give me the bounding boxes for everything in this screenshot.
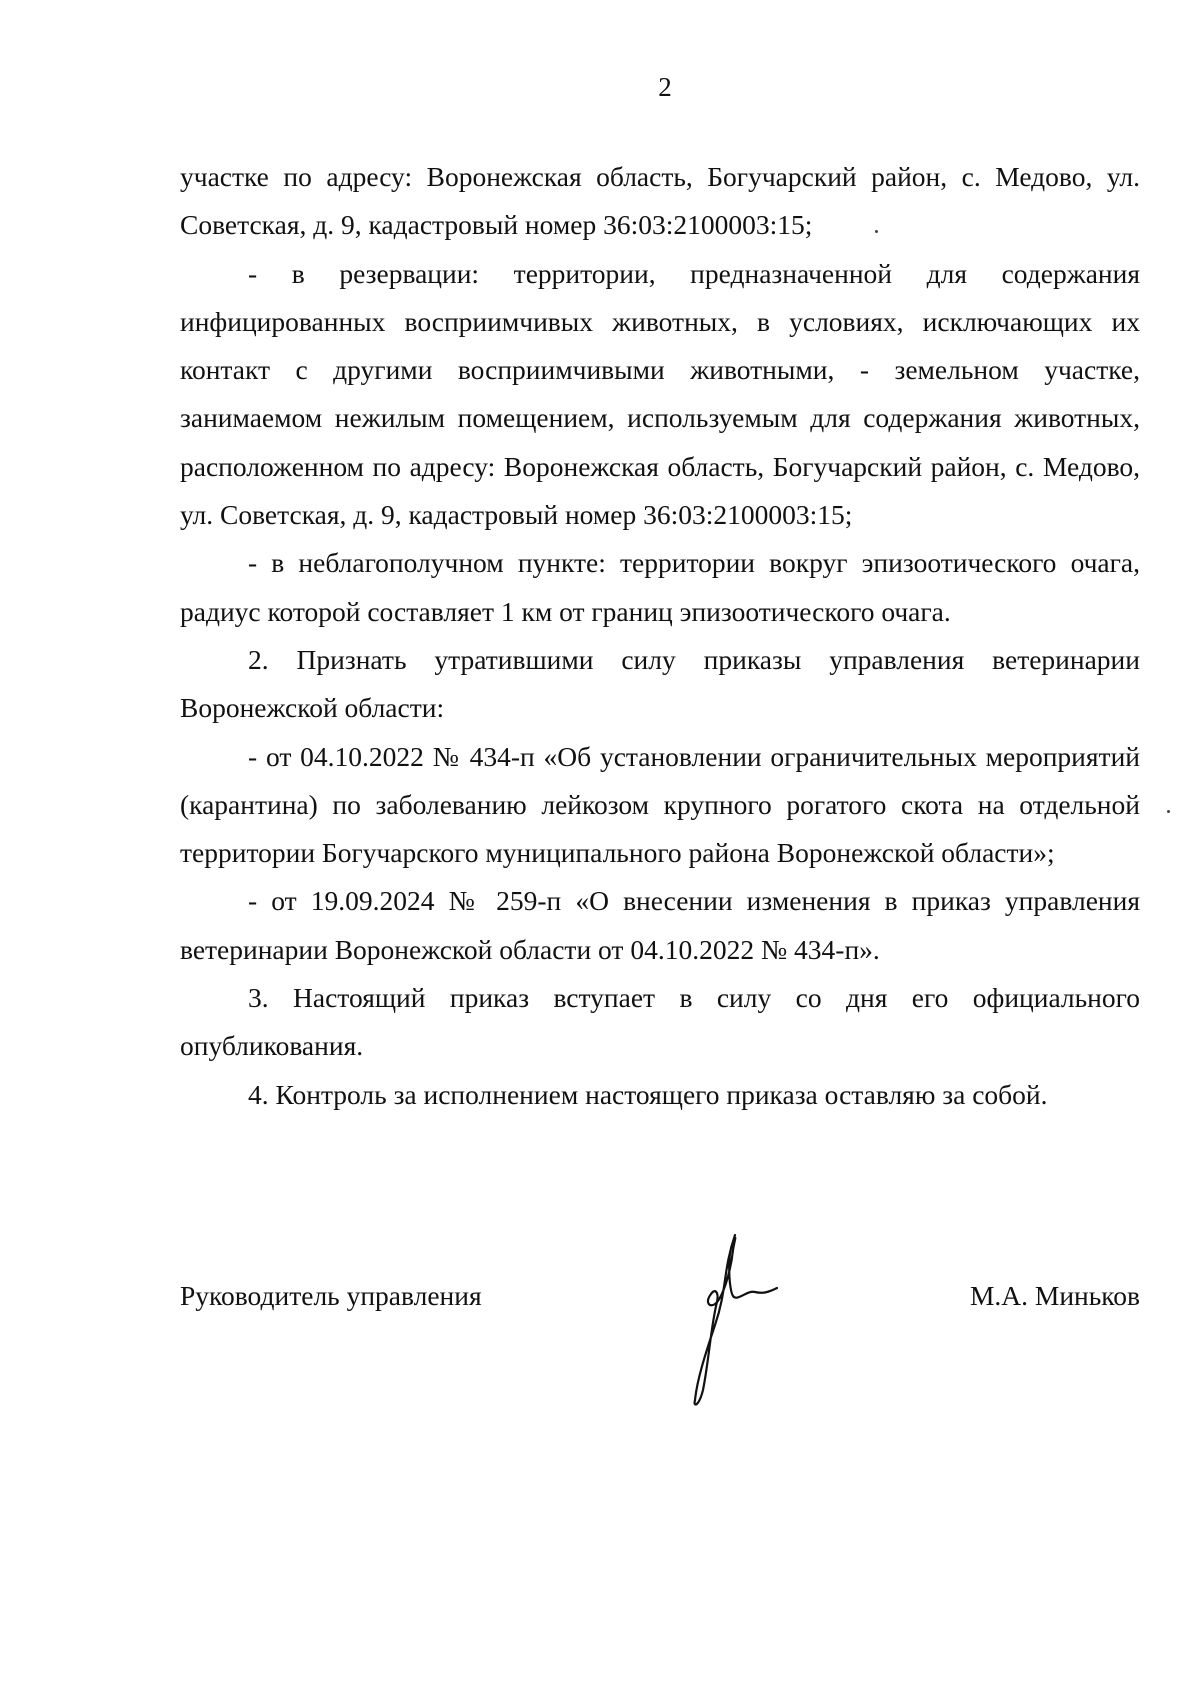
- paragraph-item-3: 3. Настоящий приказ вступает в силу со дня его официального опубликования.: [180, 982, 1140, 1062]
- page-number: 2: [658, 72, 672, 102]
- paragraph-address-continuation: участке по адресу: Воронежская область, Богучарский район, с. Медово, ул. Советская, д. 9, кадастровый номер 36:03:2100003:15;: [180, 161, 1140, 241]
- scan-artifact-dot: [875, 230, 878, 233]
- paragraph-order-434: - от 04.10.2022 № 434-п «Об установлении ограничительных мероприятий (карантина) по заболеванию лейкозом крупного рогатого скота на отдельной территории Богучарского муниципального района Воронежской области»;: [180, 740, 1140, 869]
- handwritten-signature: [675, 1230, 785, 1410]
- paragraph-reservation: - в резервации: территории, предназначенной для содержания инфицированных восприимчивых животных, в условиях, исключающих их контакт с другими восприимчивыми животными, - земельном участке, занимаемом нежилым помещением, используемым для содержания животных, расположенном по адресу: Воронежская область, Богучарский район, с. Медово, ул. Советская, д. 9, кадастровый номер 36:03:2100003:15;: [180, 257, 1140, 531]
- paragraph-item-4: 4. Контроль за исполнением настоящего приказа оставляю за собой.: [248, 1078, 1048, 1110]
- paragraph-unfavorable-point: - в неблагополучном пункте: территории вокруг эпизоотического очага, радиус которой составляет 1 км от границ эпизоотического очага.: [180, 547, 1140, 627]
- signatory-name: М.А. Миньков: [969, 1280, 1140, 1311]
- signatory-title: Руководитель управления: [180, 1280, 482, 1311]
- scan-artifact-dot: [1167, 810, 1170, 813]
- paragraph-order-259: - от 19.09.2024 № 259-п «О внесении изменения в приказ управления ветеринарии Воронежской области от 04.10.2022 № 434-п».: [180, 885, 1140, 965]
- signature-block: [180, 1270, 1140, 1410]
- document-body: [180, 153, 1140, 1119]
- paragraph-item-2: 2. Признать утратившими силу приказы управления ветеринарии Воронежской области:: [180, 643, 1140, 724]
